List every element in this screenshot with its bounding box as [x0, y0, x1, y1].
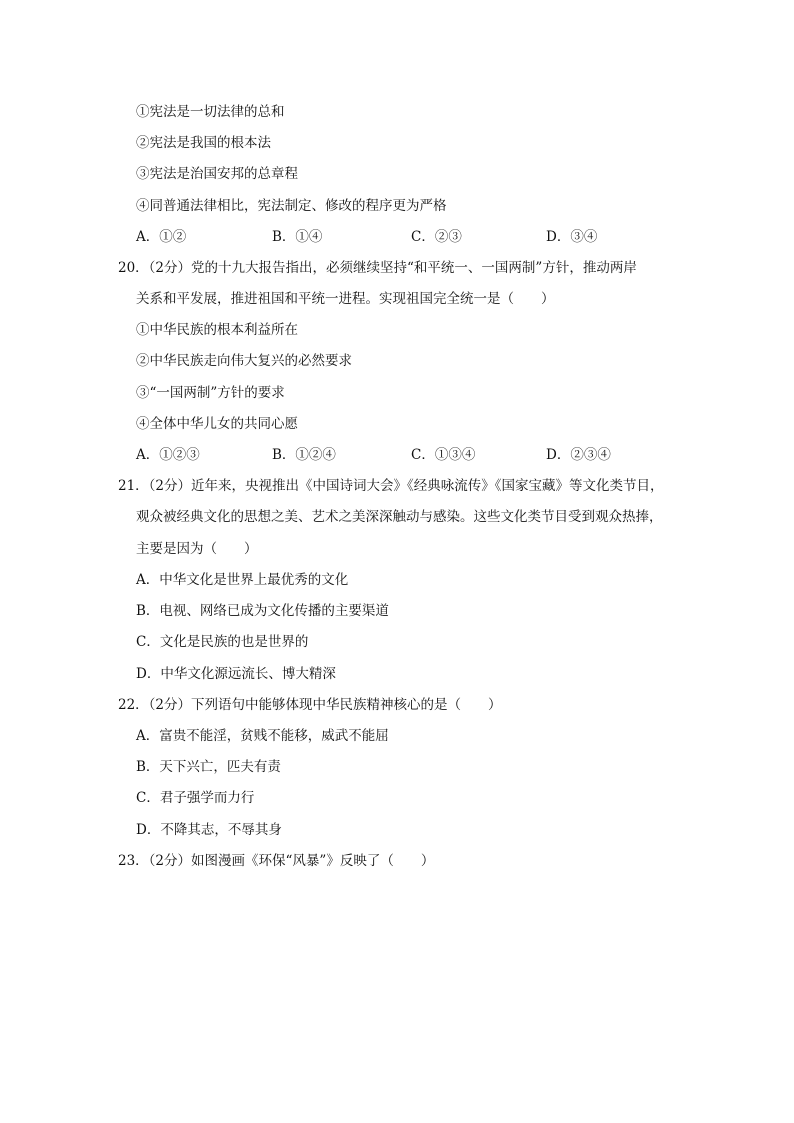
q20-option-b[interactable]: B．①②④ — [272, 447, 336, 463]
q22-stem: 22．（2分）下列语句中能够体现中华民族精神核心的是（ ） — [118, 697, 502, 713]
q21-option-b[interactable]: B．电视、网络已成为文化传播的主要渠道 — [136, 603, 389, 619]
q19-item-1: ①宪法是一切法律的总和 — [136, 104, 285, 120]
q22-option-d[interactable]: D．不降其志，不辱其身 — [136, 822, 282, 838]
q19-option-d[interactable]: D．③④ — [546, 229, 598, 245]
q20-stem-line-1: 20．（2分）党的十九大报告指出，必须继续坚持“和平统一、一国两制”方针，推动两岸 — [118, 260, 637, 276]
q19-option-b[interactable]: B．①④ — [272, 229, 323, 245]
q19-options — [136, 228, 696, 246]
q23-stem: 23．（2分）如图漫画《环保“风暴”》反映了（ ） — [118, 853, 435, 869]
q21-stem-line-3: 主要是因为（ ） — [136, 541, 258, 557]
q19-item-4: ④同普通法律相比，宪法制定、修改的程序更为严格 — [136, 198, 447, 214]
q20-item-3: ③“一国两制”方针的要求 — [136, 385, 285, 401]
q20-item-1: ①中华民族的根本利益所在 — [136, 322, 298, 338]
q20-item-4: ④全体中华儿女的共同心愿 — [136, 416, 298, 432]
q19-option-c[interactable]: C．②③ — [411, 229, 462, 245]
q21-option-a[interactable]: A．中华文化是世界上最优秀的文化 — [136, 572, 349, 588]
q19-option-a[interactable]: A．①② — [136, 229, 187, 245]
q20-option-c[interactable]: C．①③④ — [411, 447, 476, 463]
q21-option-d[interactable]: D．中华文化源远流长、博大精深 — [136, 666, 336, 682]
q20-option-d[interactable]: D．②③④ — [546, 447, 611, 463]
q20-stem-line-2: 关系和平发展，推进祖国和平统一进程。实现祖国完全统一是（ ） — [136, 291, 555, 307]
q19-item-3: ③宪法是治国安邦的总章程 — [136, 166, 298, 182]
q21-stem-line-2: 观众被经典文化的思想之美、艺术之美深深触动与感染。这些文化类节目受到观众热捧， — [136, 509, 663, 525]
q21-stem-line-1: 21．（2分）近年来，央视推出《中国诗词大会》《经典咏流传》《国家宝藏》等文化类节目， — [118, 478, 664, 494]
q21-option-c[interactable]: C．文化是民族的也是世界的 — [136, 634, 309, 650]
q20-item-2: ②中华民族走向伟大复兴的必然要求 — [136, 353, 352, 369]
q20-options — [136, 446, 696, 464]
q19-item-2: ②宪法是我国的根本法 — [136, 135, 271, 151]
q22-option-c[interactable]: C．君子强学而力行 — [136, 790, 255, 806]
q22-option-b[interactable]: B．天下兴亡，匹夫有责 — [136, 759, 281, 775]
q22-option-a[interactable]: A．富贵不能淫，贫贱不能移，威武不能屈 — [136, 728, 389, 744]
q20-option-a[interactable]: A．①②③ — [136, 447, 200, 463]
